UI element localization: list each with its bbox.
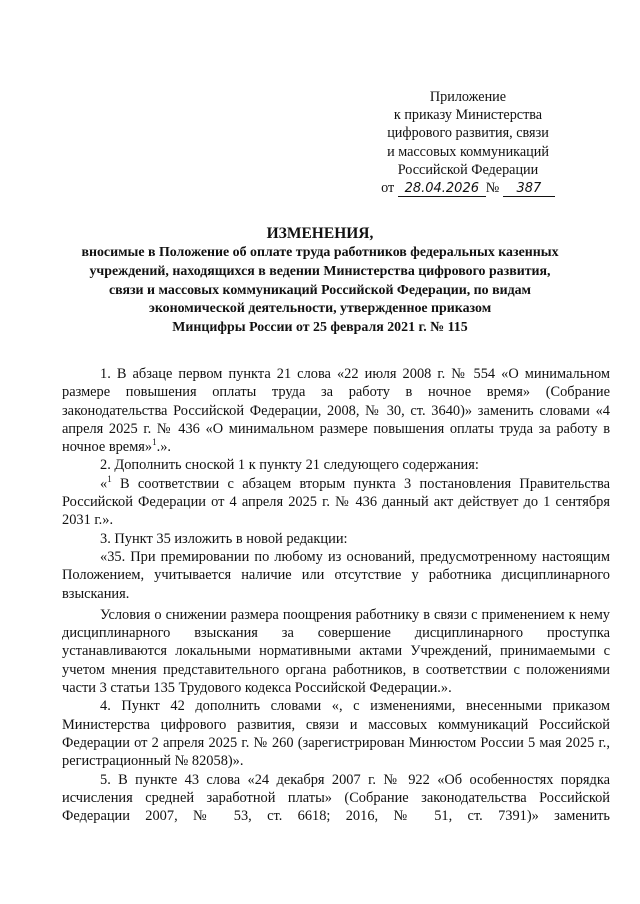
appendix-line: и массовых коммуникаций xyxy=(387,143,549,160)
title-subline: вносимые в Положение об оплате труда работников федеральных казенных xyxy=(81,245,559,260)
paragraph-1-end: .». xyxy=(156,439,172,456)
order-date: 28.04.2026 xyxy=(398,181,486,197)
paragraph-8: 5. В пункте 43 слова «24 декабря 2007 г. № 922 «Об особенностях порядка исчисления средней заработной платы» (Собрание законодательства Российской Федерации 2007, № 53, ст. 6618; 2016, № 51, ст. 7391)» заменить xyxy=(62,771,610,825)
order-number-sign: № xyxy=(485,180,500,197)
order-number: 387 xyxy=(503,181,555,197)
document-title xyxy=(50,224,590,338)
paragraph-1-text: 1. В абзаце первом пункта 21 слова «22 июля 2008 г. № 554 «О минимальном размере повышения оплаты труда за работу в ночное время» (Собрание законодательства Российской Федерации, 2008, № 30, ст. 3640)» заменить словами «4 апреля 2025 г. № 436 «О минимальном размере повышения оплаты труда за работу в ночное время» xyxy=(62,366,610,456)
paragraph-3-open: « xyxy=(100,475,108,492)
appendix-line: цифрового развития, связи xyxy=(387,125,549,142)
title-subline: экономической деятельности, утвержденное приказом xyxy=(148,301,492,317)
appendix-line: к приказу Министерства xyxy=(393,107,543,124)
paragraph-5: «35. При премировании по любому из оснований, предусмотренному настоящим Положением, учитывается наличие или отсутствие у работника дисциплинарного взыскания. xyxy=(62,548,610,602)
paragraph-7: 4. Пункт 42 дополнить словами «, с изменениями, внесенными приказом Министерства цифрового развития, связи и массовых коммуникаций Российской Федерации от 2 апреля 2025 г. № 260 (зарегистрирован Минюстом России 5 мая 2025 г., регистрационный № 82058)». xyxy=(62,698,610,770)
footnote-ref: 1 xyxy=(152,437,157,448)
footnote-mark: 1 xyxy=(107,473,112,484)
paragraph-3 xyxy=(62,475,610,530)
paragraph-3-text: В соответствии с абзацем вторым пункта 3 постановления Правительства Российской Федерации от 4 апреля 2025 г. № 436 данный акт действует до 1 сентября 2031 г.». xyxy=(62,475,610,529)
paragraph-1 xyxy=(62,365,610,456)
title-main: ИЗМЕНЕНИЯ, xyxy=(266,225,374,242)
order-prefix: от xyxy=(381,180,395,197)
paragraph-6: Условия о снижении размера поощрения работнику в связи с применением к нему дисциплинарного взыскания за совершение дисциплинарного проступка устанавливаются локальными нормативными актами Учреждений, принимаемыми с учетом мнения представительного органа работников, в соответствии с положениями части 3 статьи 135 Трудового кодекса Российской Федерации.». xyxy=(62,606,610,697)
appendix-line: Российской Федерации xyxy=(397,161,539,178)
title-subline: Минцифры России от 25 февраля 2021 г. № 115 xyxy=(172,320,468,336)
appendix-line: Приложение xyxy=(429,89,507,105)
order-reference xyxy=(356,179,580,197)
paragraph-4: 3. Пункт 35 изложить в новой редакции: xyxy=(100,530,348,547)
appendix-header xyxy=(356,88,580,197)
document-body xyxy=(62,365,610,825)
title-subline: связи и массовых коммуникаций Российской Федерации, по видам xyxy=(108,282,532,298)
paragraph-2: 2. Дополнить сноской 1 к пункту 21 следующего содержания: xyxy=(100,457,479,474)
title-subline: учреждений, находящихся в ведении Министерства цифрового развития, xyxy=(89,263,551,279)
